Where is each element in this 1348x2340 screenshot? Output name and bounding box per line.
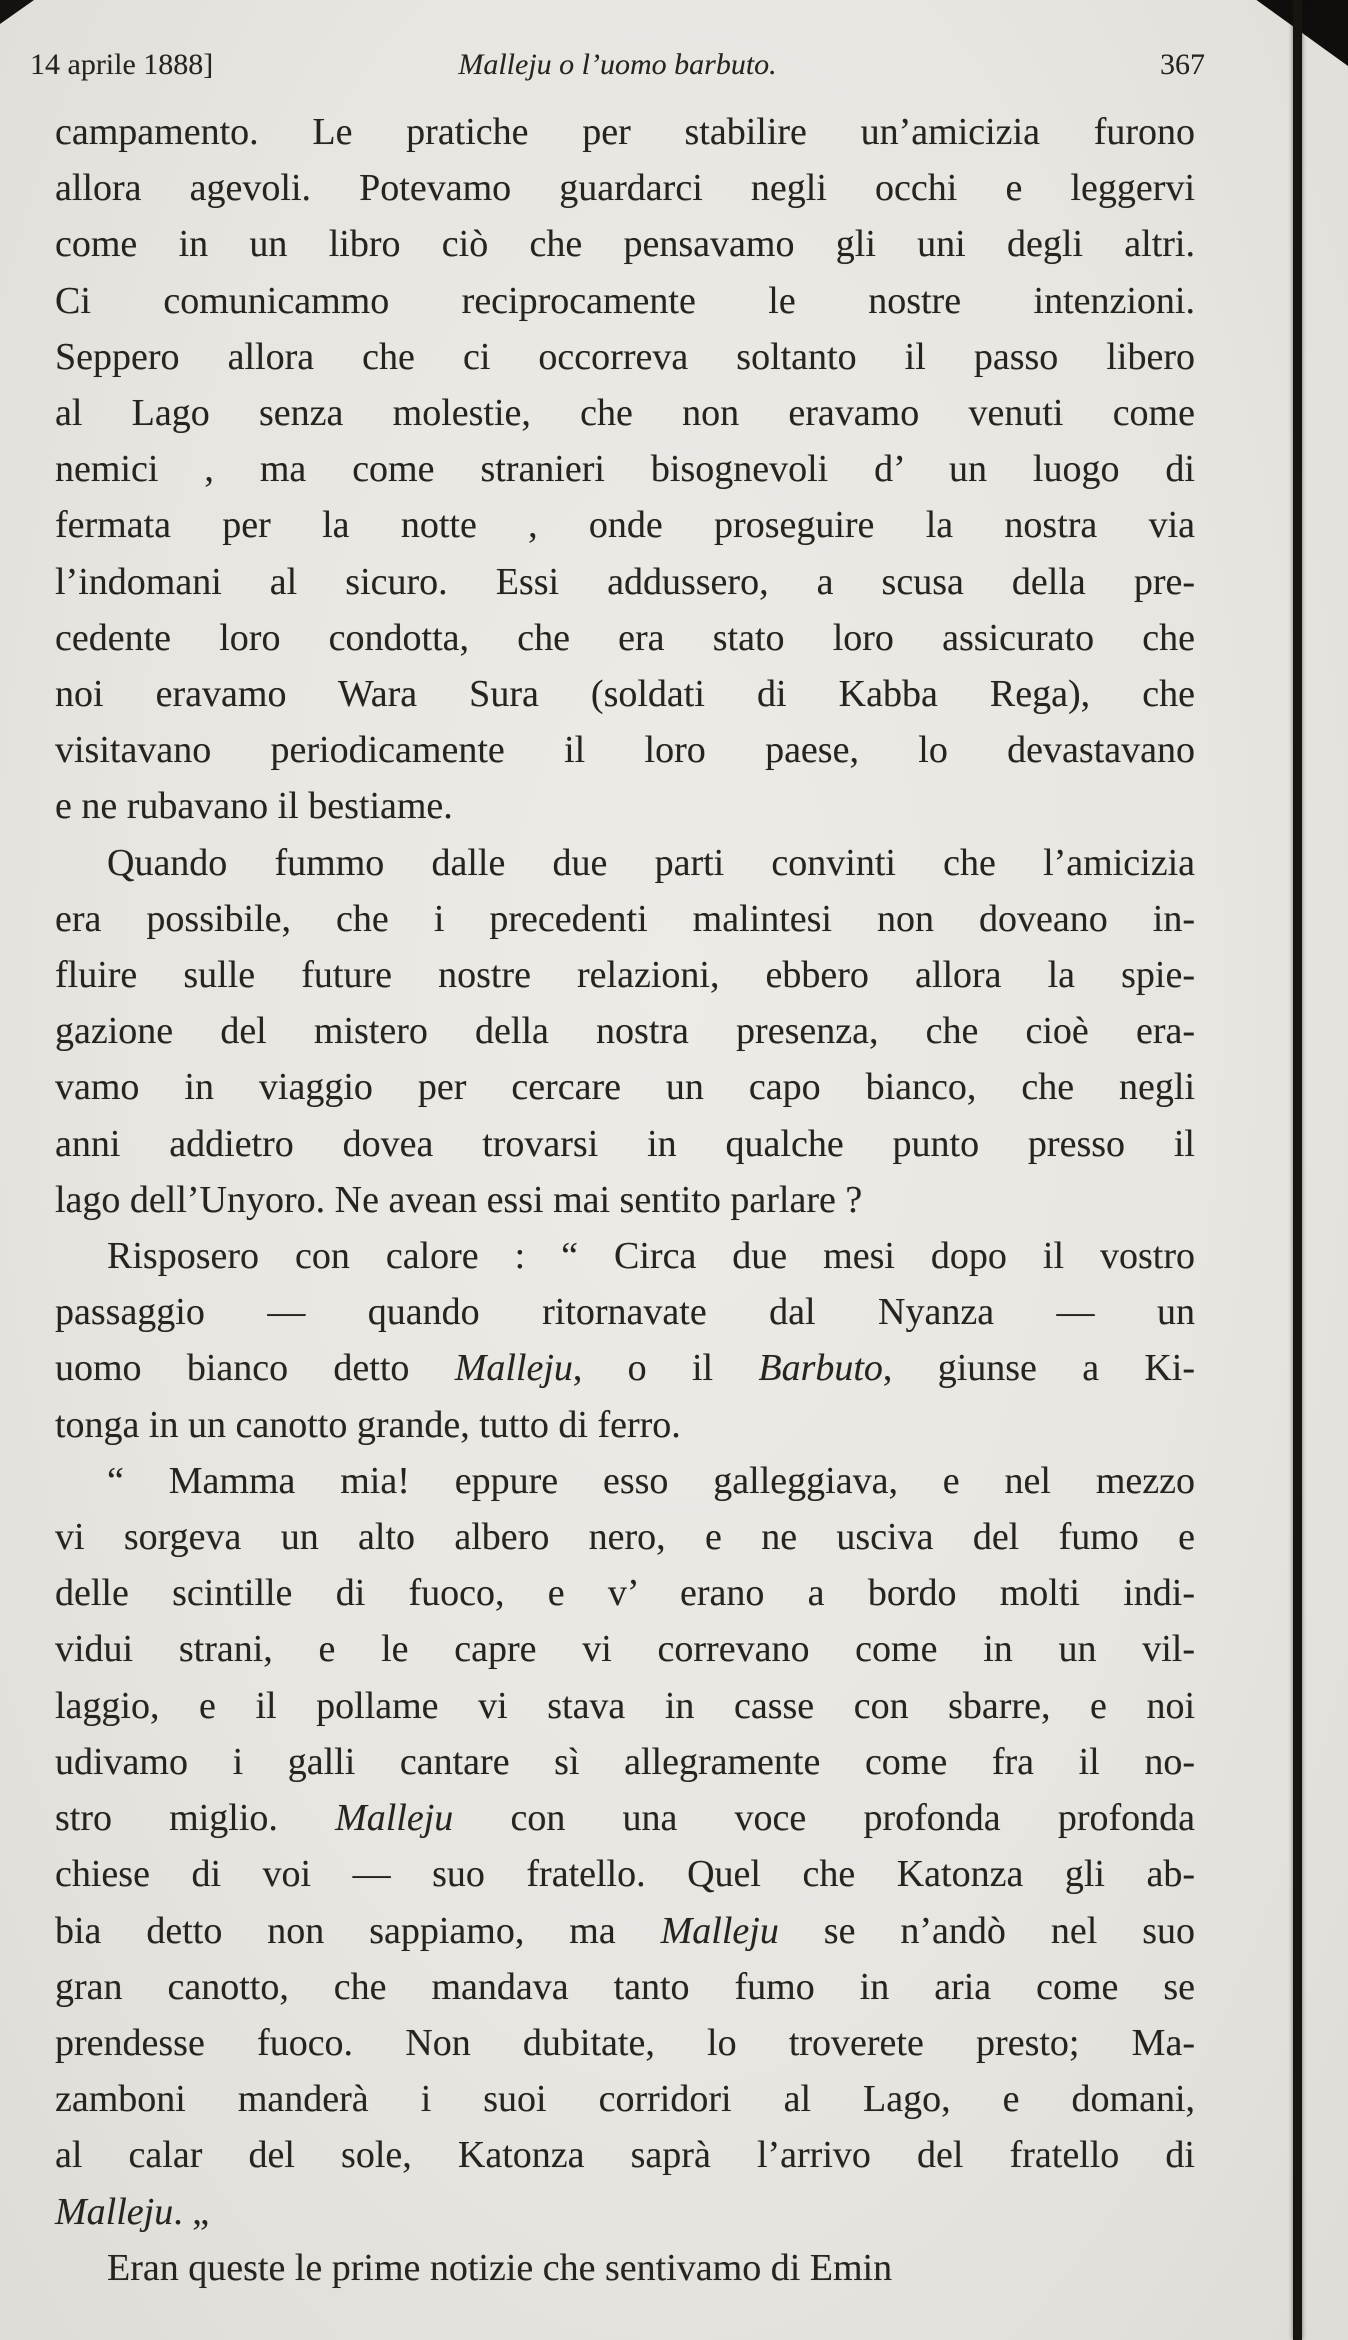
text-line	[55, 891, 1195, 947]
text-segment: noi eravamo Wara Sura (soldati di Kabba Rega), che	[55, 673, 1195, 716]
text-line	[55, 835, 1195, 891]
header-date: 14 aprile 1888]	[30, 48, 214, 81]
text-line	[55, 1959, 1195, 2015]
text-segment: gazione del mistero della nostra presenza, che cioè era-	[55, 1010, 1195, 1053]
text-segment: al calar del sole, Katonza saprà l’arrivo del fratello di	[55, 2134, 1195, 2177]
italic-text-segment: Malleju	[454, 1347, 573, 1390]
header-page-number: 367	[1160, 48, 1205, 81]
text-segment: al Lago senza molestie, che non eravamo venuti come	[55, 392, 1195, 435]
text-line	[55, 1059, 1195, 1115]
text-segment: uomo bianco detto	[55, 1347, 455, 1390]
scan-artifact-corner-top-left	[0, 0, 34, 24]
text-segment: Ci comunicammo reciprocamente le nostre intenzioni.	[55, 279, 1195, 322]
paragraph	[55, 835, 1195, 1228]
text-line	[55, 1340, 1195, 1396]
text-segment: nemici , ma come stranieri bisognevoli d’ un luogo di	[55, 448, 1195, 491]
text-line	[55, 1621, 1195, 1677]
text-line	[55, 273, 1195, 329]
text-line	[55, 104, 1195, 160]
text-segment: stro miglio.	[55, 1797, 336, 1840]
text-line	[55, 666, 1195, 722]
text-line	[55, 554, 1195, 610]
text-segment: fermata per la notte , onde proseguire la nostra via	[55, 504, 1195, 547]
paragraph	[55, 104, 1195, 835]
text-segment: con una voce profonda profonda	[453, 1797, 1195, 1840]
text-line	[55, 778, 1195, 834]
text-line	[55, 1565, 1195, 1621]
text-segment: passaggio — quando ritornavate dal Nyanza — un	[55, 1291, 1195, 1334]
text-segment: gran canotto, che mandava tanto fumo in aria come se	[55, 1965, 1195, 2008]
paragraph	[55, 1228, 1195, 1453]
text-segment: l’indomani al sicuro. Essi addussero, a scusa della pre-	[55, 560, 1195, 603]
text-segment: Seppero allora che ci occorreva soltanto il passo libero	[55, 335, 1195, 378]
text-line	[55, 722, 1195, 778]
text-segment: zamboni manderà i suoi corridori al Lago, e domani,	[55, 2078, 1195, 2121]
text-line	[55, 1172, 1195, 1228]
text-line	[55, 1903, 1195, 1959]
text-segment: e ne rubavano il bestiame.	[55, 785, 453, 828]
text-segment: laggio, e il pollame vi stava in casse con sbarre, e noi	[55, 1684, 1195, 1727]
text-segment: vi sorgeva un alto albero nero, e ne usciva del fumo e	[55, 1516, 1195, 1559]
text-line	[55, 1509, 1195, 1565]
text-segment: campamento. Le pratiche per stabilire un’amicizia furono	[55, 111, 1195, 153]
text-line	[55, 610, 1195, 666]
text-line	[55, 1228, 1195, 1284]
text-segment: visitavano periodicamente il loro paese, lo devastavano	[55, 729, 1195, 772]
text-line	[55, 1734, 1195, 1790]
text-line	[55, 1003, 1195, 1059]
text-line	[55, 1846, 1195, 1902]
italic-text-segment: Malleju	[660, 1909, 779, 1952]
text-line	[55, 2071, 1195, 2127]
scan-artifact-right-edge-line	[1293, 0, 1302, 2340]
text-segment: tonga in un canotto grande, tutto di ferro.	[55, 1403, 681, 1446]
text-segment: , giunse a Ki-	[882, 1347, 1195, 1390]
text-segment: bia detto non sappiamo, ma	[55, 1909, 661, 1952]
text-segment: cedente loro condotta, che era stato loro assicurato che	[55, 616, 1195, 659]
text-segment: vamo in viaggio per cercare un capo bianco, che negli	[55, 1066, 1195, 1109]
text-segment: udivamo i galli cantare sì allegramente come fra il no-	[55, 1740, 1195, 1783]
page-body	[55, 104, 1195, 2296]
text-segment: anni addietro dovea trovarsi in qualche punto presso il	[55, 1122, 1195, 1165]
text-segment: era possibile, che i precedenti malintesi non doveano in-	[55, 897, 1195, 940]
italic-text-segment: Malleju	[335, 1797, 454, 1840]
italic-text-segment: Barbuto	[758, 1347, 883, 1390]
running-header	[30, 48, 1205, 82]
text-segment: prendesse fuoco. Non dubitate, lo troverete presto; Ma-	[55, 2021, 1195, 2064]
text-line	[55, 1453, 1195, 1509]
text-line	[55, 2240, 1195, 2296]
text-line	[55, 2127, 1195, 2183]
text-line	[55, 1678, 1195, 1734]
italic-text-segment: Malleju	[55, 2190, 174, 2233]
text-line	[55, 947, 1195, 1003]
text-line	[55, 497, 1195, 553]
paragraph	[55, 2240, 1195, 2296]
text-line	[55, 160, 1195, 216]
text-line	[55, 385, 1195, 441]
text-segment: fluire sulle future nostre relazioni, ebbero allora la spie-	[55, 954, 1195, 997]
text-segment: chiese di voi — suo fratello. Quel che Katonza gli ab-	[55, 1853, 1195, 1896]
text-line	[55, 216, 1195, 272]
text-segment: come in un libro ciò che pensavamo gli uni degli altri.	[55, 223, 1195, 266]
text-line	[55, 441, 1195, 497]
text-line	[55, 1397, 1195, 1453]
text-segment: . „	[173, 2190, 210, 2233]
text-segment: “ Mamma mia! eppure esso galleggiava, e nel mezzo	[107, 1459, 1195, 1502]
text-line	[55, 1116, 1195, 1172]
text-line	[55, 2015, 1195, 2071]
text-line	[55, 1284, 1195, 1340]
text-segment: se n’andò nel suo	[778, 1909, 1195, 1952]
text-segment: , o il	[572, 1347, 759, 1390]
text-segment: Eran queste le prime notizie che sentivamo di Emin	[107, 2246, 893, 2289]
text-line	[55, 329, 1195, 385]
text-segment: vidui strani, e le capre vi correvano come in un vil-	[55, 1628, 1195, 1671]
header-title: Malleju o l’uomo barbuto.	[458, 48, 777, 81]
text-line	[55, 1790, 1195, 1846]
text-segment: Quando fummo dalle due parti convinti che l’amicizia	[107, 841, 1195, 884]
paragraph	[55, 1453, 1195, 2240]
text-segment: Risposero con calore : “ Circa due mesi dopo il vostro	[107, 1235, 1195, 1278]
text-segment: lago dell’Unyoro. Ne avean essi mai sentito parlare ?	[55, 1178, 863, 1221]
text-segment: delle scintille di fuoco, e v’ erano a bordo molti indi-	[55, 1572, 1195, 1615]
text-line	[55, 2184, 1195, 2240]
text-segment: allora agevoli. Potevamo guardarci negli occhi e leggervi	[55, 167, 1195, 210]
